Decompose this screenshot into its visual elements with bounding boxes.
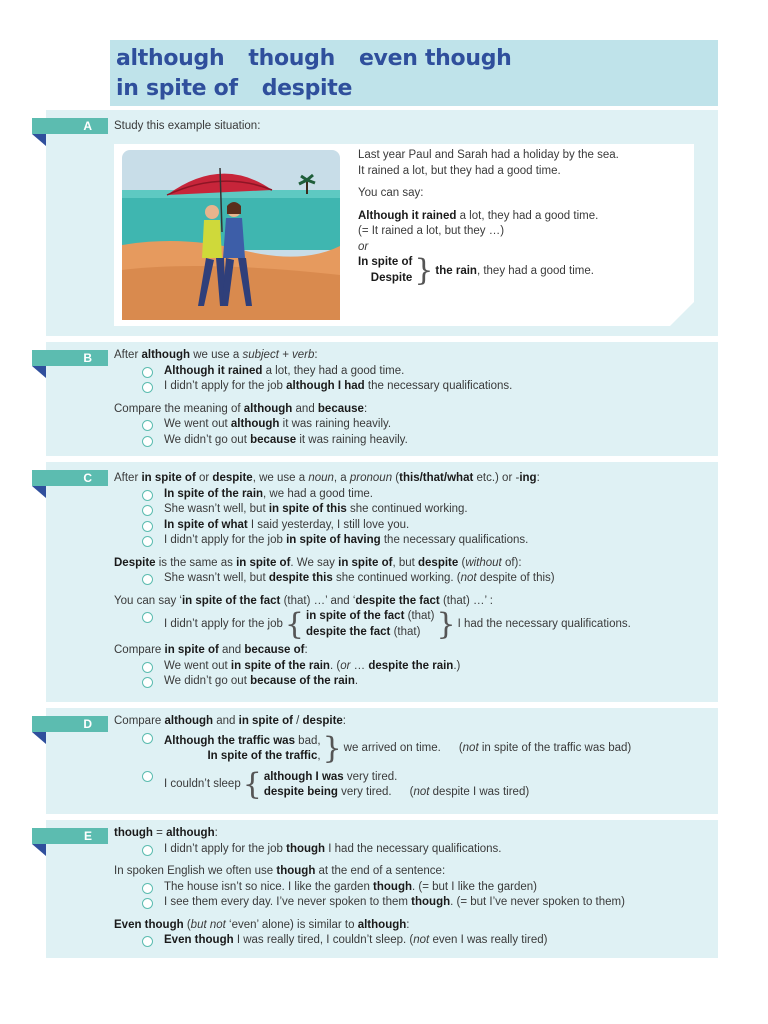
text: .) xyxy=(453,659,461,672)
example-bold: Although it rained xyxy=(358,209,457,222)
text: : xyxy=(314,349,318,361)
text: : xyxy=(304,644,308,656)
text: , we use a xyxy=(252,472,309,484)
text: We didn’t go out xyxy=(164,433,251,446)
italic-text: but not xyxy=(190,918,226,931)
keyword: although xyxy=(357,918,407,931)
text: I said yesterday, I still love you. xyxy=(247,518,410,531)
section-c xyxy=(46,462,718,702)
text: or xyxy=(195,472,213,484)
keyword: In spite of the traffic xyxy=(207,750,318,762)
example-item xyxy=(114,842,710,858)
keyword: because of xyxy=(244,644,305,656)
example-item xyxy=(114,571,710,587)
text: . (= but I’ve never spoken to them) xyxy=(450,896,625,908)
text: we arrived on time. xyxy=(343,742,441,755)
keyword: in spite of xyxy=(236,556,291,569)
text: The house isn’t so nice. I like the garden xyxy=(164,880,374,893)
example-item xyxy=(114,933,710,949)
text: / xyxy=(292,715,303,727)
text: : xyxy=(214,827,218,839)
section-intro: Study this example situation: xyxy=(114,120,261,132)
text: (that) …’ and ‘ xyxy=(280,594,356,607)
fact-rule-line xyxy=(114,594,710,610)
keyword: although xyxy=(164,715,214,727)
text: We went out xyxy=(164,659,231,672)
text: Compare xyxy=(114,644,165,656)
italic-text: not xyxy=(413,786,430,798)
example-item xyxy=(114,674,710,690)
italic-text: without xyxy=(465,556,502,569)
spoken-rule-line xyxy=(114,864,710,880)
keyword: this xyxy=(399,472,420,484)
text: I couldn’t sleep xyxy=(164,778,241,791)
text: I see them every day. I’ve never spoken to them xyxy=(164,896,412,908)
section-a xyxy=(46,110,718,336)
even-though-rule-line xyxy=(114,918,710,934)
keyword: / xyxy=(443,472,448,484)
italic-text: or xyxy=(340,659,351,672)
text: . We say xyxy=(290,556,339,569)
example-item xyxy=(114,659,710,675)
italic-text: noun xyxy=(308,472,334,484)
title-word: despite xyxy=(261,76,353,101)
keyword: in spite of xyxy=(141,472,196,484)
text: and xyxy=(218,644,245,656)
title-line-2 xyxy=(116,74,712,104)
text: at the end of a sentence: xyxy=(315,865,446,877)
keyword: in spite of this xyxy=(268,503,347,515)
text: (that) xyxy=(390,625,421,638)
text: We went out xyxy=(164,418,231,430)
italic-text: not xyxy=(413,934,430,946)
italic-text: not xyxy=(462,742,479,755)
example-item xyxy=(114,768,710,804)
text: We didn’t go out xyxy=(164,675,251,687)
section-b xyxy=(46,342,718,456)
despite-rule-line xyxy=(114,556,710,572)
section-tab-c: C xyxy=(32,470,108,486)
keyword: in spite of xyxy=(164,644,219,656)
keyword: though xyxy=(411,896,451,908)
couple-umbrella-illustration xyxy=(122,150,340,320)
keyword: In spite of the rain xyxy=(164,487,264,500)
example-item xyxy=(114,606,710,643)
keyword: in spite of the fact xyxy=(306,610,405,622)
text: despite of this) xyxy=(476,572,555,584)
compare-line xyxy=(114,714,710,730)
keyword: because xyxy=(250,433,297,446)
text: , xyxy=(317,750,321,762)
text: I was really tired, I couldn’t sleep. ( xyxy=(233,934,414,946)
text: Compare xyxy=(114,715,165,727)
text: ‘even’ alone) is similar to xyxy=(225,918,358,931)
text: it was raining heavily. xyxy=(279,418,392,430)
option-despite: Despite xyxy=(370,271,413,284)
example-item xyxy=(114,379,710,395)
rule-line xyxy=(114,348,710,364)
keyword: despite xyxy=(418,556,459,569)
section-tab-a: A xyxy=(32,118,108,134)
keyword: in spite of xyxy=(338,556,393,569)
keyword: in spite of the rain xyxy=(230,659,330,672)
section-e xyxy=(46,820,718,958)
text: After xyxy=(114,349,142,361)
keyword: though xyxy=(286,842,326,855)
tab-corner-icon xyxy=(32,366,46,378)
text: After xyxy=(114,472,142,484)
keyword: ing xyxy=(519,472,537,484)
story-line-2: It rained a lot, but they had a good time. xyxy=(358,164,561,177)
text: etc.) or - xyxy=(473,472,520,484)
text: , we had a good time. xyxy=(263,487,374,500)
keyword: / xyxy=(419,472,423,484)
italic-text: subject + verb xyxy=(242,349,315,361)
example-item xyxy=(114,730,710,768)
text: I didn’t apply for the job xyxy=(164,842,287,855)
text: ( xyxy=(458,742,463,755)
text: ( xyxy=(409,786,414,798)
text: very tired. xyxy=(337,786,392,798)
keyword: in spite of the fact xyxy=(181,594,281,607)
keyword: despite the fact xyxy=(306,625,391,638)
example-item xyxy=(114,417,710,433)
keyword: what xyxy=(447,472,474,484)
italic-text: pronoun xyxy=(349,472,393,484)
text: ( xyxy=(183,918,191,931)
box-corner-notch xyxy=(670,302,694,326)
text: even I was really tired) xyxy=(429,934,548,946)
text: I didn’t apply for the job xyxy=(164,534,287,546)
text: despite I was tired) xyxy=(429,786,530,798)
keyword: although xyxy=(166,827,215,839)
text: and xyxy=(213,715,239,727)
example-item xyxy=(114,364,710,380)
text: … xyxy=(350,659,369,672)
text: she continued working. ( xyxy=(332,572,461,584)
text: . ( xyxy=(329,659,341,672)
rule-line xyxy=(114,471,710,487)
keyword: although xyxy=(230,418,280,430)
section-d xyxy=(46,708,718,814)
text: ( xyxy=(458,556,466,569)
brace-icon: { xyxy=(284,606,305,642)
example-text: , they had a good time. xyxy=(476,264,594,277)
text: She wasn’t well, but xyxy=(164,503,269,515)
keyword: although xyxy=(243,402,293,415)
keyword: Even though xyxy=(164,934,234,946)
text: : xyxy=(406,918,410,931)
text: She wasn’t well, but xyxy=(164,572,269,584)
text: You can say ‘ xyxy=(114,594,182,607)
text: = xyxy=(152,827,167,839)
keyword: in spite of having xyxy=(286,534,381,546)
unit-title xyxy=(110,40,718,106)
rule-line xyxy=(114,826,710,842)
compare-line xyxy=(114,402,710,418)
text: . xyxy=(354,675,359,687)
keyword: because of the rain xyxy=(250,675,355,687)
title-word: though xyxy=(248,46,335,71)
keyword: though xyxy=(373,880,412,893)
text: (that) …’ : xyxy=(439,594,493,607)
keyword: though xyxy=(276,865,316,877)
keyword: Although it rained xyxy=(164,364,263,377)
example-item xyxy=(114,502,710,518)
text: and xyxy=(292,402,318,415)
keyword: Although the traffic was xyxy=(164,734,295,747)
text: the necessary qualifications. xyxy=(364,380,513,392)
section-tab-e: E xyxy=(32,828,108,844)
tab-corner-icon xyxy=(32,732,46,744)
keyword: Despite xyxy=(114,556,156,569)
text: : xyxy=(342,715,346,727)
example-item xyxy=(114,895,710,911)
story-line-1: Last year Paul and Sarah had a holiday by the sea. xyxy=(358,149,619,161)
keyword: although I had xyxy=(286,380,365,392)
example-item xyxy=(114,487,710,503)
text: the necessary qualifications. xyxy=(380,534,529,546)
text: she continued working. xyxy=(346,503,468,515)
text: (that) xyxy=(404,610,435,622)
option-in-spite-of: In spite of xyxy=(358,256,413,268)
text: of): xyxy=(501,556,522,569)
keyword: because xyxy=(317,402,364,415)
example-bold: the rain xyxy=(435,264,477,277)
text: In spoken English we often use xyxy=(114,865,277,877)
keyword: despite being xyxy=(263,786,338,798)
compare-line xyxy=(114,643,710,659)
tab-corner-icon xyxy=(32,134,46,146)
example-situation-box xyxy=(114,144,694,326)
keyword: although I was xyxy=(263,770,344,783)
text: I had the necessary qualifications. xyxy=(457,617,631,630)
keyword: though xyxy=(114,827,153,839)
example-item xyxy=(114,518,710,534)
text: : xyxy=(536,472,540,484)
text: I had the necessary qualifications. xyxy=(325,842,502,855)
section-tab-b: B xyxy=(32,350,108,366)
text: I didn’t apply for the job xyxy=(164,380,287,392)
tab-corner-icon xyxy=(32,486,46,498)
text: Compare the meaning of xyxy=(114,402,244,415)
text: it was raining heavily. xyxy=(296,433,408,446)
you-can-say: You can say: xyxy=(358,187,424,199)
example-text: a lot, they had a good time. xyxy=(456,209,599,222)
title-word: even though xyxy=(358,46,512,71)
keyword: despite the rain xyxy=(368,659,454,672)
example-note: (= It rained a lot, but they …) xyxy=(358,225,505,237)
or-label: or xyxy=(358,240,369,253)
brace-icon: { xyxy=(242,767,262,802)
brace-icon: } xyxy=(414,252,434,288)
text: . (= but I like the garden) xyxy=(412,880,537,893)
italic-text: not xyxy=(460,572,477,584)
example-item xyxy=(114,880,710,896)
text: a lot, they had a good time. xyxy=(262,364,405,377)
keyword: Even though xyxy=(114,918,184,931)
keyword: in spite of xyxy=(238,715,293,727)
example-item xyxy=(114,533,710,549)
section-tab-d: D xyxy=(32,716,108,732)
title-word: in spite of xyxy=(116,76,238,101)
example-in-spite-despite xyxy=(358,252,594,288)
brace-icon: } xyxy=(436,606,456,642)
title-word: although xyxy=(116,46,225,71)
tab-corner-icon xyxy=(32,844,46,856)
keyword: despite this xyxy=(268,572,333,584)
text: is the same as xyxy=(155,556,237,569)
keyword: In spite of what xyxy=(164,518,248,531)
text: very tired. xyxy=(343,770,398,783)
example-item xyxy=(114,433,710,449)
title-line-1 xyxy=(116,44,712,74)
keyword: despite xyxy=(212,472,253,484)
brace-icon: } xyxy=(322,731,342,766)
text: , a xyxy=(333,472,350,484)
text: ( xyxy=(392,472,400,484)
keyword: that xyxy=(422,472,444,484)
example-although xyxy=(358,209,619,225)
text: we use a xyxy=(190,349,243,361)
keyword: despite xyxy=(302,715,343,727)
keyword: despite the fact xyxy=(355,594,440,607)
text: , but xyxy=(392,556,419,569)
text: I didn’t apply for the job xyxy=(164,617,283,630)
keyword: although xyxy=(141,349,191,361)
text: bad, xyxy=(294,734,321,747)
text: in spite of the traffic was bad) xyxy=(478,742,632,755)
text: : xyxy=(363,402,368,415)
